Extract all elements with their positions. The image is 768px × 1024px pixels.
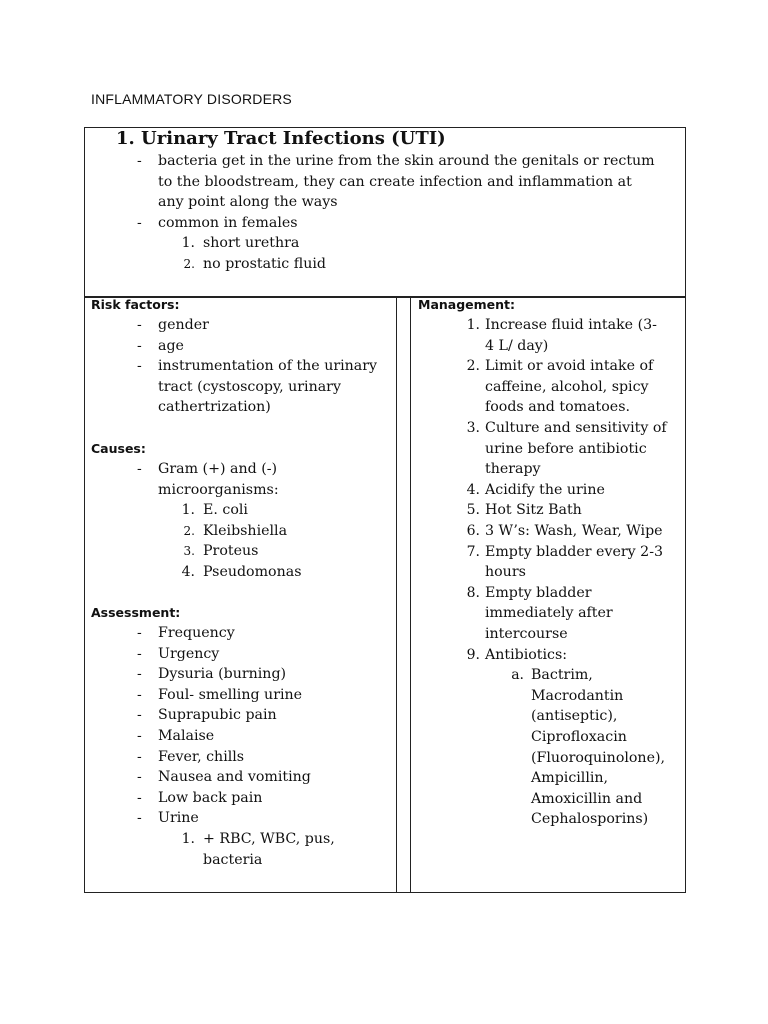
management-line: intercourse xyxy=(485,626,568,642)
column-divider-right xyxy=(410,296,411,893)
management-line: Antibiotics: xyxy=(485,646,568,663)
management-line: Acidify the urine xyxy=(485,481,605,498)
list-number: 2. xyxy=(183,257,195,271)
assessment-item: Dysuria (burning) xyxy=(158,666,287,683)
management-line: caffeine, alcohol, spicy xyxy=(485,378,649,395)
management-line: foods and tomatoes. xyxy=(485,399,630,416)
management-line: immediately after xyxy=(485,605,613,622)
bullet-dash: - xyxy=(137,728,142,744)
bullet-dash: - xyxy=(137,461,142,477)
page-heading: INFLAMMATORY DISORDERS xyxy=(91,91,292,107)
column-divider-left xyxy=(396,296,397,893)
management-line: 4 L/ day) xyxy=(485,337,549,354)
assessment-title: Assessment: xyxy=(91,605,181,620)
causes-line: Gram (+) and (-) xyxy=(158,461,278,477)
antibiotic-line: Ciprofloxacin xyxy=(531,729,627,745)
risk-factor-line: gender xyxy=(158,317,209,333)
organism: Kleibshiella xyxy=(203,522,288,539)
assessment-item: Urgency xyxy=(158,645,220,662)
list-number: 8. xyxy=(466,584,480,601)
assessment-item: Nausea and vomiting xyxy=(158,769,311,786)
antibiotic-line: Bactrim, xyxy=(531,667,593,684)
list-number: 7. xyxy=(466,543,480,560)
bullet-dash: - xyxy=(137,666,142,683)
assessment-item: Low back pain xyxy=(158,789,263,806)
management-title: Management: xyxy=(418,297,516,312)
urine-finding-line: + RBC, WBC, pus, xyxy=(203,831,335,847)
antibiotic-line: Cephalosporins) xyxy=(531,811,649,828)
bullet-dash: - xyxy=(137,810,142,827)
management-line: hours xyxy=(485,564,526,581)
assessment-item: Fever, chills xyxy=(158,748,245,765)
list-number: 2. xyxy=(466,358,480,375)
female-reason: no prostatic fluid xyxy=(203,256,326,272)
list-number: 2. xyxy=(183,523,195,538)
bullet-dash: - xyxy=(137,358,142,375)
list-number: 5. xyxy=(466,502,480,519)
causes-line: microorganisms: xyxy=(158,481,279,498)
management-line: Culture and sensitivity of xyxy=(485,420,667,436)
risk-factor-line: tract (cystoscopy, urinary xyxy=(158,378,341,395)
assessment-item: Frequency xyxy=(158,625,235,641)
overview-text-line: bacteria get in the urine from the skin around the genitals or rectum xyxy=(158,153,655,169)
list-letter: a. xyxy=(511,667,524,684)
assessment-item: Urine xyxy=(158,810,199,827)
assessment-item: Suprapubic pain xyxy=(158,707,277,724)
bullet-dash: - xyxy=(137,707,142,724)
overview-text-line: common in females xyxy=(158,214,298,231)
list-number: 3. xyxy=(183,544,195,559)
list-number: 1. xyxy=(181,831,195,847)
list-number: 9. xyxy=(466,646,480,663)
organism: Pseudomonas xyxy=(203,564,302,580)
management-line: Increase fluid intake (3- xyxy=(485,317,657,333)
antibiotic-line: (antiseptic), xyxy=(531,708,618,725)
management-line: Empty bladder every 2-3 xyxy=(485,543,664,560)
risk-factor-line: instrumentation of the urinary xyxy=(158,358,378,375)
bullet-dash: - xyxy=(137,789,142,806)
bullet-dash: - xyxy=(137,769,142,786)
risk-factor-line: cathertrization) xyxy=(158,399,271,416)
bullet-dash: - xyxy=(137,645,142,662)
list-number: 3. xyxy=(466,420,480,436)
organism: Proteus xyxy=(203,543,259,560)
management-line: urine before antibiotic xyxy=(485,440,647,457)
antibiotic-line: (Fluoroquinolone), xyxy=(531,749,666,766)
antibiotic-line: Ampicillin, xyxy=(531,770,609,787)
organism: E. coli xyxy=(203,502,248,519)
management-line: Empty bladder xyxy=(485,584,592,601)
female-reason: short urethra xyxy=(203,235,300,252)
list-number: 4. xyxy=(466,481,480,498)
uti-title: 1. Urinary Tract Infections (UTI) xyxy=(116,128,446,149)
bullet-dash: - xyxy=(137,337,142,354)
management-line: therapy xyxy=(485,461,541,478)
list-number: 1. xyxy=(181,235,195,252)
list-number: 1. xyxy=(181,502,195,519)
antibiotic-line: Amoxicillin and xyxy=(531,790,643,807)
list-number: 6. xyxy=(466,523,480,539)
causes-title: Causes: xyxy=(91,441,146,456)
management-line: Hot Sitz Bath xyxy=(485,502,582,519)
risk-factor-line: age xyxy=(158,337,184,354)
list-number: 4. xyxy=(181,564,195,580)
antibiotic-line: Macrodantin xyxy=(531,687,624,704)
bullet-dash: - xyxy=(137,214,142,231)
urine-finding-line: bacteria xyxy=(203,851,263,868)
management-line: Limit or avoid intake of xyxy=(485,358,654,375)
overview-text-line: to the bloodstream, they can create infection and inflammation at xyxy=(158,173,632,190)
bullet-dash: - xyxy=(137,686,142,703)
bullet-dash: - xyxy=(137,153,142,169)
management-line: 3 W’s: Wash, Wear, Wipe xyxy=(485,523,663,539)
bullet-dash: - xyxy=(137,748,142,765)
overview-text-line: any point along the ways xyxy=(158,194,338,211)
bullet-dash: - xyxy=(137,625,142,641)
assessment-item: Foul- smelling urine xyxy=(158,686,303,703)
risk-factors-title: Risk factors: xyxy=(91,297,180,312)
assessment-item: Malaise xyxy=(158,728,215,744)
bullet-dash: - xyxy=(137,317,142,333)
list-number: 1. xyxy=(466,317,480,333)
